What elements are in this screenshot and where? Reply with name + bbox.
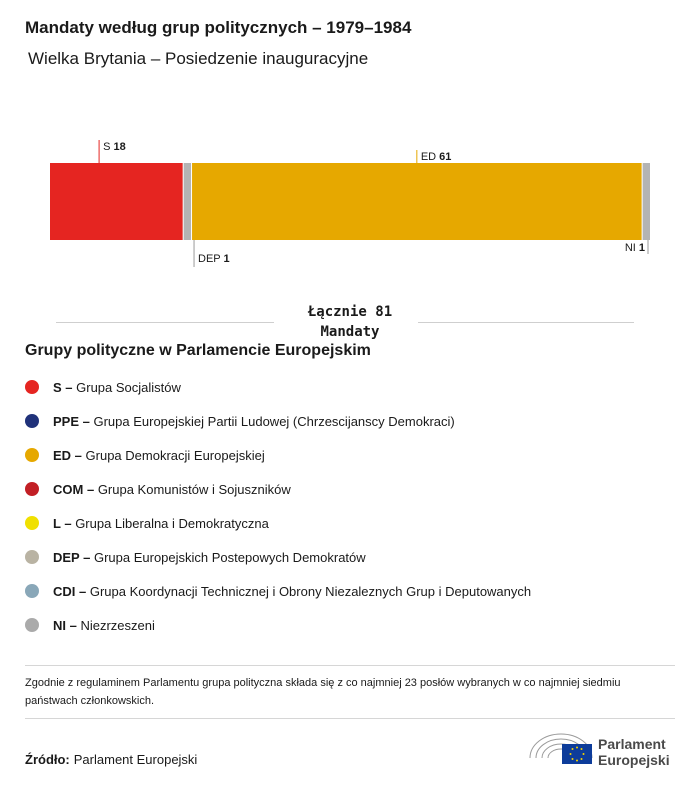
legend-abbr: L – — [53, 516, 75, 531]
legend-abbr: COM – — [53, 482, 98, 497]
legend-item-cdi — [25, 574, 531, 608]
legend-abbr: NI – — [53, 618, 80, 633]
note-divider-top — [25, 665, 675, 666]
legend-abbr: S – — [53, 380, 76, 395]
legend-name: Grupa Koordynacji Technicznej i Obrony Niezaleznych Grup i Deputowanych — [89, 583, 532, 599]
legend-name: Grupa Europejskich Postepowych Demokratów — [93, 549, 366, 565]
legend-item-ni — [25, 608, 531, 642]
legend-abbr: ED – — [53, 448, 86, 463]
legend-item-s — [25, 370, 531, 404]
legend-dot-icon — [25, 584, 39, 598]
source-value: Parlament Europejski — [73, 752, 198, 767]
legend-name: Grupa Komunistów i Sojuszników — [97, 481, 291, 497]
legend-item-ppe — [25, 404, 531, 438]
legend-item-ed — [25, 438, 531, 472]
data-label-ni: NI 1 — [624, 242, 645, 254]
total-divider-left — [56, 322, 274, 323]
legend-name: Grupa Europejskiej Partii Ludowej (Chrzescijanscy Demokraci) — [93, 413, 455, 429]
total-divider-right — [418, 322, 634, 323]
chart-title: Mandaty według grup politycznych – 1979–1984 — [25, 18, 412, 37]
bar-segment-dep — [184, 163, 191, 240]
note-divider-bottom — [25, 718, 675, 719]
logo-line2: Europejski — [598, 752, 670, 768]
chart-subtitle: Wielka Brytania – Posiedzenie inauguracyjne — [28, 49, 369, 68]
legend-abbr: DEP – — [53, 550, 94, 565]
legend-list — [25, 370, 531, 642]
legend-dot-icon — [25, 482, 39, 496]
source — [25, 752, 197, 767]
total-unit: Mandaty — [320, 324, 380, 340]
data-label-ed: ED 61 — [420, 151, 452, 163]
legend-name: Niezrzeszeni — [80, 617, 155, 633]
european-parliament-logo-icon — [528, 728, 678, 770]
legend-abbr: CDI – — [53, 584, 90, 599]
legend-name: Grupa Liberalna i Demokratyczna — [75, 515, 269, 531]
data-label-s: S 18 — [103, 141, 126, 153]
footnote: Zgodnie z regulaminem Parlamentu grupa polityczna składa się z co najmniej 23 posłów wybranych w co najmniej siedmiu państwach członkowskich. — [25, 677, 621, 707]
legend-dot-icon — [25, 550, 39, 564]
legend-dot-icon — [25, 414, 39, 428]
logo-line1: Parlament — [598, 736, 666, 752]
data-label-dep: DEP 1 — [198, 253, 230, 265]
legend-name: Grupa Socjalistów — [76, 379, 181, 395]
legend-dot-icon — [25, 516, 39, 530]
total-seats — [290, 302, 410, 342]
bar-segment-ni — [643, 163, 650, 240]
legend-dot-icon — [25, 448, 39, 462]
stacked-bar-chart — [0, 120, 700, 280]
legend-title: Grupy polityczne w Parlamencie Europejskim — [25, 342, 371, 359]
legend-item-l — [25, 506, 531, 540]
legend-item-dep — [25, 540, 531, 574]
legend-abbr: PPE – — [53, 414, 93, 429]
source-label: Źródło: — [25, 752, 70, 767]
legend-dot-icon — [25, 618, 39, 632]
legend-item-com — [25, 472, 531, 506]
bar-segment-ed — [192, 163, 642, 240]
bar-segment-s — [50, 163, 183, 240]
total-label: Łącznie 81 — [307, 304, 393, 320]
legend-dot-icon — [25, 380, 39, 394]
legend-name: Grupa Demokracji Europejskiej — [85, 447, 265, 463]
